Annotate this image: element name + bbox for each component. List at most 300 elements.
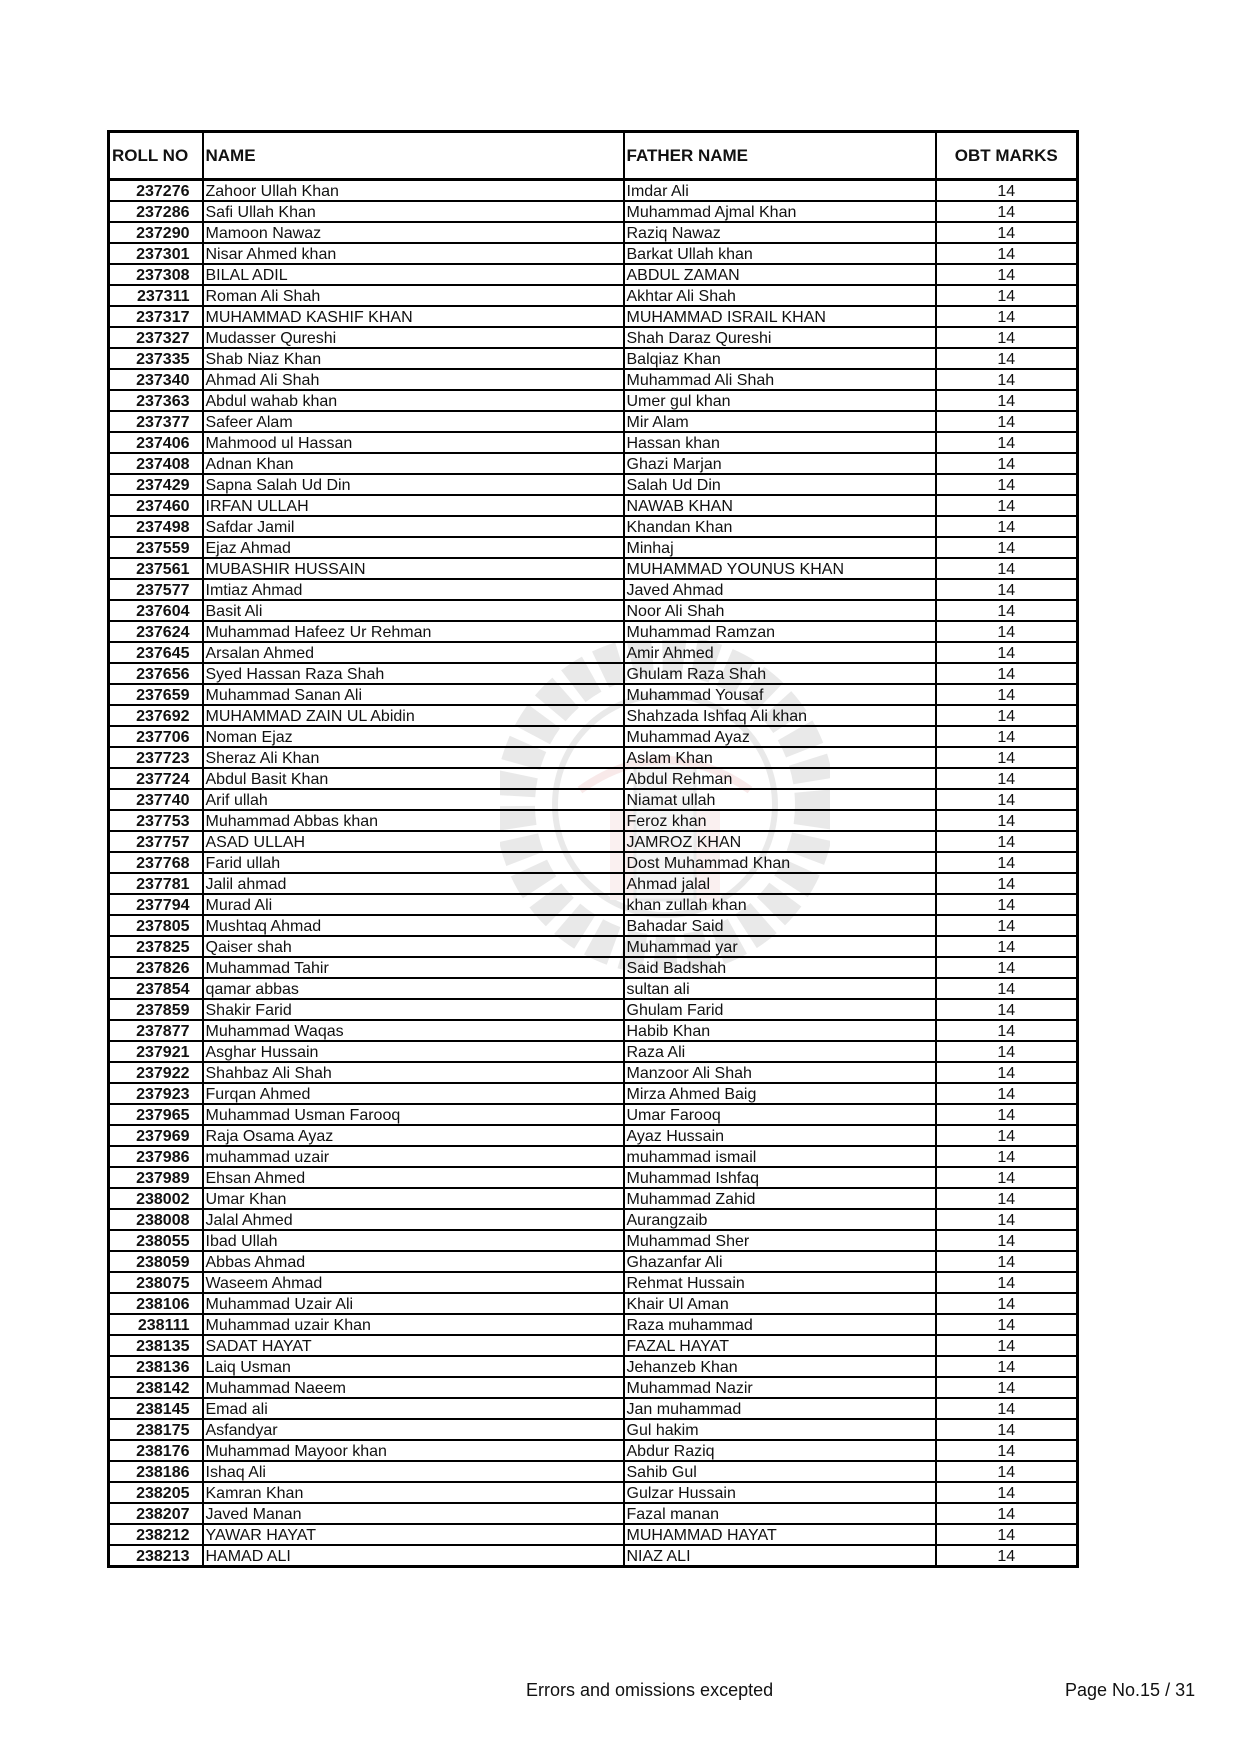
table-row [109, 1314, 1078, 1335]
obt-marks-cell: 14 [936, 369, 1078, 390]
obt-marks-cell: 14 [936, 474, 1078, 495]
roll-no-cell: 237276 [109, 180, 203, 202]
table-row [109, 768, 1078, 789]
table-row [109, 201, 1078, 222]
roll-no-cell: 237692 [109, 705, 203, 726]
table-row [109, 474, 1078, 495]
father-name-cell: Raza muhammad [624, 1314, 936, 1335]
name-cell: Safdar Jamil [203, 516, 624, 537]
father-name-cell: Shah Daraz Qureshi [624, 327, 936, 348]
father-name-cell: Habib Khan [624, 1020, 936, 1041]
table-row [109, 747, 1078, 768]
father-name-cell: Niamat ullah [624, 789, 936, 810]
table-row [109, 243, 1078, 264]
name-cell: Asfandyar [203, 1419, 624, 1440]
obt-marks-cell: 14 [936, 1020, 1078, 1041]
table-row [109, 1251, 1078, 1272]
roll-no-cell: 238207 [109, 1503, 203, 1524]
name-cell: Ishaq Ali [203, 1461, 624, 1482]
name-cell: Syed Hassan Raza Shah [203, 663, 624, 684]
obt-marks-cell: 14 [936, 1272, 1078, 1293]
roll-no-cell: 238142 [109, 1377, 203, 1398]
table-row [109, 726, 1078, 747]
header-name: NAME [203, 132, 624, 180]
roll-no-cell: 238008 [109, 1209, 203, 1230]
roll-no-cell: 237408 [109, 453, 203, 474]
name-cell: Jalil ahmad [203, 873, 624, 894]
roll-no-cell: 237317 [109, 306, 203, 327]
name-cell: Qaiser shah [203, 936, 624, 957]
name-cell: Noman Ejaz [203, 726, 624, 747]
table-row [109, 1482, 1078, 1503]
name-cell: Nisar Ahmed khan [203, 243, 624, 264]
obt-marks-cell: 14 [936, 1419, 1078, 1440]
name-cell: Arif ullah [203, 789, 624, 810]
name-cell: MUHAMMAD KASHIF KHAN [203, 306, 624, 327]
father-name-cell: Jehanzeb Khan [624, 1356, 936, 1377]
roll-no-cell: 237577 [109, 579, 203, 600]
roll-no-cell: 237659 [109, 684, 203, 705]
roll-no-cell: 237460 [109, 495, 203, 516]
name-cell: Muhammad Abbas khan [203, 810, 624, 831]
name-cell: Muhammad Waqas [203, 1020, 624, 1041]
table-row [109, 1461, 1078, 1482]
roll-no-cell: 238002 [109, 1188, 203, 1209]
obt-marks-cell: 14 [936, 726, 1078, 747]
obt-marks-cell: 14 [936, 327, 1078, 348]
table-row [109, 1293, 1078, 1314]
roll-no-cell: 237724 [109, 768, 203, 789]
name-cell: Muhammad Naeem [203, 1377, 624, 1398]
table-row [109, 516, 1078, 537]
name-cell: ASAD ULLAH [203, 831, 624, 852]
table-row [109, 1209, 1078, 1230]
obt-marks-cell: 14 [936, 411, 1078, 432]
name-cell: BILAL ADIL [203, 264, 624, 285]
obt-marks-cell: 14 [936, 873, 1078, 894]
father-name-cell: Said Badshah [624, 957, 936, 978]
name-cell: Jalal Ahmed [203, 1209, 624, 1230]
father-name-cell: Muhammad Yousaf [624, 684, 936, 705]
name-cell: Ahmad Ali Shah [203, 369, 624, 390]
name-cell: Muhammad Usman Farooq [203, 1104, 624, 1125]
father-name-cell: khan zullah khan [624, 894, 936, 915]
name-cell: Umar Khan [203, 1188, 624, 1209]
roll-no-cell: 238212 [109, 1524, 203, 1545]
father-name-cell: Mirza Ahmed Baig [624, 1083, 936, 1104]
obt-marks-cell: 14 [936, 957, 1078, 978]
name-cell: muhammad uzair [203, 1146, 624, 1167]
roll-no-cell: 238136 [109, 1356, 203, 1377]
name-cell: MUBASHIR HUSSAIN [203, 558, 624, 579]
name-cell: Adnan Khan [203, 453, 624, 474]
father-name-cell: Ghazi Marjan [624, 453, 936, 474]
father-name-cell: Akhtar Ali Shah [624, 285, 936, 306]
table-row [109, 1125, 1078, 1146]
obt-marks-cell: 14 [936, 1356, 1078, 1377]
table-row [109, 1083, 1078, 1104]
obt-marks-cell: 14 [936, 1314, 1078, 1335]
father-name-cell: Umar Farooq [624, 1104, 936, 1125]
roll-no-cell: 237624 [109, 621, 203, 642]
father-name-cell: Shahzada Ishfaq Ali khan [624, 705, 936, 726]
roll-no-cell: 237561 [109, 558, 203, 579]
obt-marks-cell: 14 [936, 831, 1078, 852]
father-name-cell: Fazal manan [624, 1503, 936, 1524]
table-row [109, 348, 1078, 369]
obt-marks-cell: 14 [936, 1209, 1078, 1230]
table-row [109, 1335, 1078, 1356]
obt-marks-cell: 14 [936, 1125, 1078, 1146]
obt-marks-cell: 14 [936, 1482, 1078, 1503]
roll-no-cell: 238145 [109, 1398, 203, 1419]
father-name-cell: Mir Alam [624, 411, 936, 432]
obt-marks-cell: 14 [936, 999, 1078, 1020]
obt-marks-cell: 14 [936, 348, 1078, 369]
roll-no-cell: 237923 [109, 1083, 203, 1104]
father-name-cell: Aslam Khan [624, 747, 936, 768]
table-row [109, 579, 1078, 600]
name-cell: Kamran Khan [203, 1482, 624, 1503]
name-cell: Muhammad Tahir [203, 957, 624, 978]
table-row [109, 495, 1078, 516]
table-row [109, 936, 1078, 957]
father-name-cell: Muhammad Zahid [624, 1188, 936, 1209]
table-row [109, 390, 1078, 411]
father-name-cell: Balqiaz Khan [624, 348, 936, 369]
header-roll-no: ROLL NO [109, 132, 203, 180]
table-row [109, 285, 1078, 306]
roll-no-cell: 237859 [109, 999, 203, 1020]
obt-marks-cell: 14 [936, 1251, 1078, 1272]
father-name-cell: Hassan khan [624, 432, 936, 453]
roll-no-cell: 238175 [109, 1419, 203, 1440]
roll-no-cell: 238135 [109, 1335, 203, 1356]
father-name-cell: FAZAL HAYAT [624, 1335, 936, 1356]
roll-no-cell: 237768 [109, 852, 203, 873]
table-row [109, 1020, 1078, 1041]
name-cell: Muhammad Uzair Ali [203, 1293, 624, 1314]
father-name-cell: Imdar Ali [624, 180, 936, 202]
table-row [109, 915, 1078, 936]
obt-marks-cell: 14 [936, 537, 1078, 558]
name-cell: Raja Osama Ayaz [203, 1125, 624, 1146]
obt-marks-cell: 14 [936, 1524, 1078, 1545]
obt-marks-cell: 14 [936, 915, 1078, 936]
table-row [109, 1503, 1078, 1524]
father-name-cell: MUHAMMAD ISRAIL KHAN [624, 306, 936, 327]
name-cell: Muhammad uzair Khan [203, 1314, 624, 1335]
obt-marks-cell: 14 [936, 705, 1078, 726]
obt-marks-cell: 14 [936, 936, 1078, 957]
father-name-cell: Rehmat Hussain [624, 1272, 936, 1293]
father-name-cell: Muhammad Ishfaq [624, 1167, 936, 1188]
table-row [109, 1146, 1078, 1167]
page-number: Page No.15 / 31 [1065, 1680, 1196, 1700]
roll-no-cell: 237301 [109, 243, 203, 264]
name-cell: Muhammad Mayoor khan [203, 1440, 624, 1461]
father-name-cell: Raza Ali [624, 1041, 936, 1062]
table-row [109, 978, 1078, 999]
table-row [109, 306, 1078, 327]
name-cell: Javed Manan [203, 1503, 624, 1524]
roll-no-cell: 237377 [109, 411, 203, 432]
roll-no-cell: 238075 [109, 1272, 203, 1293]
name-cell: Asghar Hussain [203, 1041, 624, 1062]
roll-no-cell: 237429 [109, 474, 203, 495]
obt-marks-cell: 14 [936, 1083, 1078, 1104]
table-row [109, 1272, 1078, 1293]
obt-marks-cell: 14 [936, 306, 1078, 327]
obt-marks-cell: 14 [936, 1104, 1078, 1125]
table-row [109, 1167, 1078, 1188]
obt-marks-cell: 14 [936, 453, 1078, 474]
header-obt-marks: OBT MARKS [936, 132, 1078, 180]
father-name-cell: Gul hakim [624, 1419, 936, 1440]
name-cell: Mushtaq Ahmad [203, 915, 624, 936]
roll-no-cell: 237706 [109, 726, 203, 747]
name-cell: Ibad Ullah [203, 1230, 624, 1251]
father-name-cell: Muhammad yar [624, 936, 936, 957]
name-cell: IRFAN ULLAH [203, 495, 624, 516]
father-name-cell: JAMROZ KHAN [624, 831, 936, 852]
obt-marks-cell: 14 [936, 180, 1078, 202]
obt-marks-cell: 14 [936, 432, 1078, 453]
table-row [109, 1104, 1078, 1125]
name-cell: qamar abbas [203, 978, 624, 999]
father-name-cell: Noor Ali Shah [624, 600, 936, 621]
roll-no-cell: 237723 [109, 747, 203, 768]
roll-no-cell: 237986 [109, 1146, 203, 1167]
table-body [109, 180, 1078, 1567]
table-row [109, 1041, 1078, 1062]
father-name-cell: Umer gul khan [624, 390, 936, 411]
table-row [109, 684, 1078, 705]
father-name-cell: muhammad ismail [624, 1146, 936, 1167]
name-cell: Sheraz Ali Khan [203, 747, 624, 768]
roll-no-cell: 237781 [109, 873, 203, 894]
name-cell: Mahmood ul Hassan [203, 432, 624, 453]
obt-marks-cell: 14 [936, 243, 1078, 264]
table-row [109, 537, 1078, 558]
obt-marks-cell: 14 [936, 1167, 1078, 1188]
father-name-cell: Javed Ahmad [624, 579, 936, 600]
father-name-cell: Raziq Nawaz [624, 222, 936, 243]
roll-no-cell: 237805 [109, 915, 203, 936]
roll-no-cell: 237740 [109, 789, 203, 810]
roll-no-cell: 237406 [109, 432, 203, 453]
roll-no-cell: 238176 [109, 1440, 203, 1461]
father-name-cell: Abdul Rehman [624, 768, 936, 789]
roll-no-cell: 237311 [109, 285, 203, 306]
father-name-cell: Muhammad Ajmal Khan [624, 201, 936, 222]
table-row [109, 831, 1078, 852]
obt-marks-cell: 14 [936, 768, 1078, 789]
roll-no-cell: 237363 [109, 390, 203, 411]
father-name-cell: Manzoor Ali Shah [624, 1062, 936, 1083]
name-cell: Furqan Ahmed [203, 1083, 624, 1104]
father-name-cell: Ghulam Farid [624, 999, 936, 1020]
father-name-cell: Bahadar Said [624, 915, 936, 936]
obt-marks-cell: 14 [936, 285, 1078, 306]
roll-no-cell: 237877 [109, 1020, 203, 1041]
roll-no-cell: 237308 [109, 264, 203, 285]
obt-marks-cell: 14 [936, 222, 1078, 243]
father-name-cell: Gulzar Hussain [624, 1482, 936, 1503]
father-name-cell: NAWAB KHAN [624, 495, 936, 516]
table-row [109, 264, 1078, 285]
father-name-cell: Muhammad Ayaz [624, 726, 936, 747]
father-name-cell: Aurangzaib [624, 1209, 936, 1230]
table-row [109, 432, 1078, 453]
obt-marks-cell: 14 [936, 978, 1078, 999]
father-name-cell: Minhaj [624, 537, 936, 558]
roll-no-cell: 237922 [109, 1062, 203, 1083]
father-name-cell: Barkat Ullah khan [624, 243, 936, 264]
name-cell: SADAT HAYAT [203, 1335, 624, 1356]
father-name-cell: Ahmad jalal [624, 873, 936, 894]
obt-marks-cell: 14 [936, 264, 1078, 285]
table-row [109, 852, 1078, 873]
father-name-cell: MUHAMMAD HAYAT [624, 1524, 936, 1545]
father-name-cell: Ghazanfar Ali [624, 1251, 936, 1272]
roll-no-cell: 237825 [109, 936, 203, 957]
roll-no-cell: 237645 [109, 642, 203, 663]
father-name-cell: Dost Muhammad Khan [624, 852, 936, 873]
father-name-cell: NIAZ ALI [624, 1545, 936, 1567]
father-name-cell: Ghulam Raza Shah [624, 663, 936, 684]
roll-no-cell: 238059 [109, 1251, 203, 1272]
name-cell: Muhammad Hafeez Ur Rehman [203, 621, 624, 642]
obt-marks-cell: 14 [936, 621, 1078, 642]
obt-marks-cell: 14 [936, 1335, 1078, 1356]
header-father-name: FATHER NAME [624, 132, 936, 180]
roll-no-cell: 237989 [109, 1167, 203, 1188]
obt-marks-cell: 14 [936, 516, 1078, 537]
table-row [109, 873, 1078, 894]
obt-marks-cell: 14 [936, 810, 1078, 831]
name-cell: Basit Ali [203, 600, 624, 621]
obt-marks-cell: 14 [936, 1146, 1078, 1167]
name-cell: Muhammad Sanan Ali [203, 684, 624, 705]
father-name-cell: Sahib Gul [624, 1461, 936, 1482]
table-row [109, 600, 1078, 621]
roll-no-cell: 237327 [109, 327, 203, 348]
table-row [109, 999, 1078, 1020]
name-cell: Farid ullah [203, 852, 624, 873]
obt-marks-cell: 14 [936, 1293, 1078, 1314]
roll-no-cell: 237753 [109, 810, 203, 831]
table-row [109, 789, 1078, 810]
table-row [109, 453, 1078, 474]
name-cell: Mamoon Nawaz [203, 222, 624, 243]
father-name-cell: sultan ali [624, 978, 936, 999]
name-cell: Abbas Ahmad [203, 1251, 624, 1272]
table-row [109, 894, 1078, 915]
obt-marks-cell: 14 [936, 1062, 1078, 1083]
roll-no-cell: 237854 [109, 978, 203, 999]
table-row [109, 327, 1078, 348]
table-row [109, 1545, 1078, 1567]
table-header-row [109, 132, 1078, 180]
obt-marks-cell: 14 [936, 600, 1078, 621]
roll-no-cell: 237340 [109, 369, 203, 390]
roll-no-cell: 238186 [109, 1461, 203, 1482]
table-row [109, 369, 1078, 390]
obt-marks-cell: 14 [936, 1461, 1078, 1482]
name-cell: Emad ali [203, 1398, 624, 1419]
father-name-cell: Jan muhammad [624, 1398, 936, 1419]
father-name-cell: Khair Ul Aman [624, 1293, 936, 1314]
obt-marks-cell: 14 [936, 1188, 1078, 1209]
name-cell: Waseem Ahmad [203, 1272, 624, 1293]
table-row [109, 1524, 1078, 1545]
obt-marks-cell: 14 [936, 1398, 1078, 1419]
obt-marks-cell: 14 [936, 1041, 1078, 1062]
roll-no-cell: 238111 [109, 1314, 203, 1335]
father-name-cell: MUHAMMAD YOUNUS KHAN [624, 558, 936, 579]
name-cell: Laiq Usman [203, 1356, 624, 1377]
obt-marks-cell: 14 [936, 201, 1078, 222]
obt-marks-cell: 14 [936, 558, 1078, 579]
obt-marks-cell: 14 [936, 642, 1078, 663]
table-row [109, 621, 1078, 642]
table-row [109, 1062, 1078, 1083]
name-cell: MUHAMMAD ZAIN UL Abidin [203, 705, 624, 726]
obt-marks-cell: 14 [936, 390, 1078, 411]
table-row [109, 558, 1078, 579]
name-cell: Roman Ali Shah [203, 285, 624, 306]
roll-no-cell: 238205 [109, 1482, 203, 1503]
father-name-cell: Muhammad Sher [624, 1230, 936, 1251]
name-cell: Sapna Salah Ud Din [203, 474, 624, 495]
table-row [109, 1419, 1078, 1440]
father-name-cell: Muhammad Ramzan [624, 621, 936, 642]
table-row [109, 663, 1078, 684]
obt-marks-cell: 14 [936, 663, 1078, 684]
father-name-cell: Salah Ud Din [624, 474, 936, 495]
name-cell: Imtiaz Ahmad [203, 579, 624, 600]
father-name-cell: Khandan Khan [624, 516, 936, 537]
name-cell: Murad Ali [203, 894, 624, 915]
table-row [109, 1398, 1078, 1419]
name-cell: Safeer Alam [203, 411, 624, 432]
roll-no-cell: 237794 [109, 894, 203, 915]
roll-no-cell: 238106 [109, 1293, 203, 1314]
father-name-cell: Muhammad Nazir [624, 1377, 936, 1398]
table-row [109, 180, 1078, 202]
father-name-cell: Ayaz Hussain [624, 1125, 936, 1146]
roll-no-cell: 237290 [109, 222, 203, 243]
results-table [107, 130, 1079, 1568]
name-cell: Mudasser Qureshi [203, 327, 624, 348]
table-row [109, 810, 1078, 831]
obt-marks-cell: 14 [936, 747, 1078, 768]
roll-no-cell: 237335 [109, 348, 203, 369]
obt-marks-cell: 14 [936, 1545, 1078, 1567]
father-name-cell: Muhammad Ali Shah [624, 369, 936, 390]
name-cell: Ehsan Ahmed [203, 1167, 624, 1188]
roll-no-cell: 237559 [109, 537, 203, 558]
father-name-cell: ABDUL ZAMAN [624, 264, 936, 285]
roll-no-cell: 237969 [109, 1125, 203, 1146]
name-cell: Ejaz Ahmad [203, 537, 624, 558]
roll-no-cell: 237498 [109, 516, 203, 537]
obt-marks-cell: 14 [936, 495, 1078, 516]
table-row [109, 222, 1078, 243]
roll-no-cell: 237656 [109, 663, 203, 684]
name-cell: Abdul Basit Khan [203, 768, 624, 789]
